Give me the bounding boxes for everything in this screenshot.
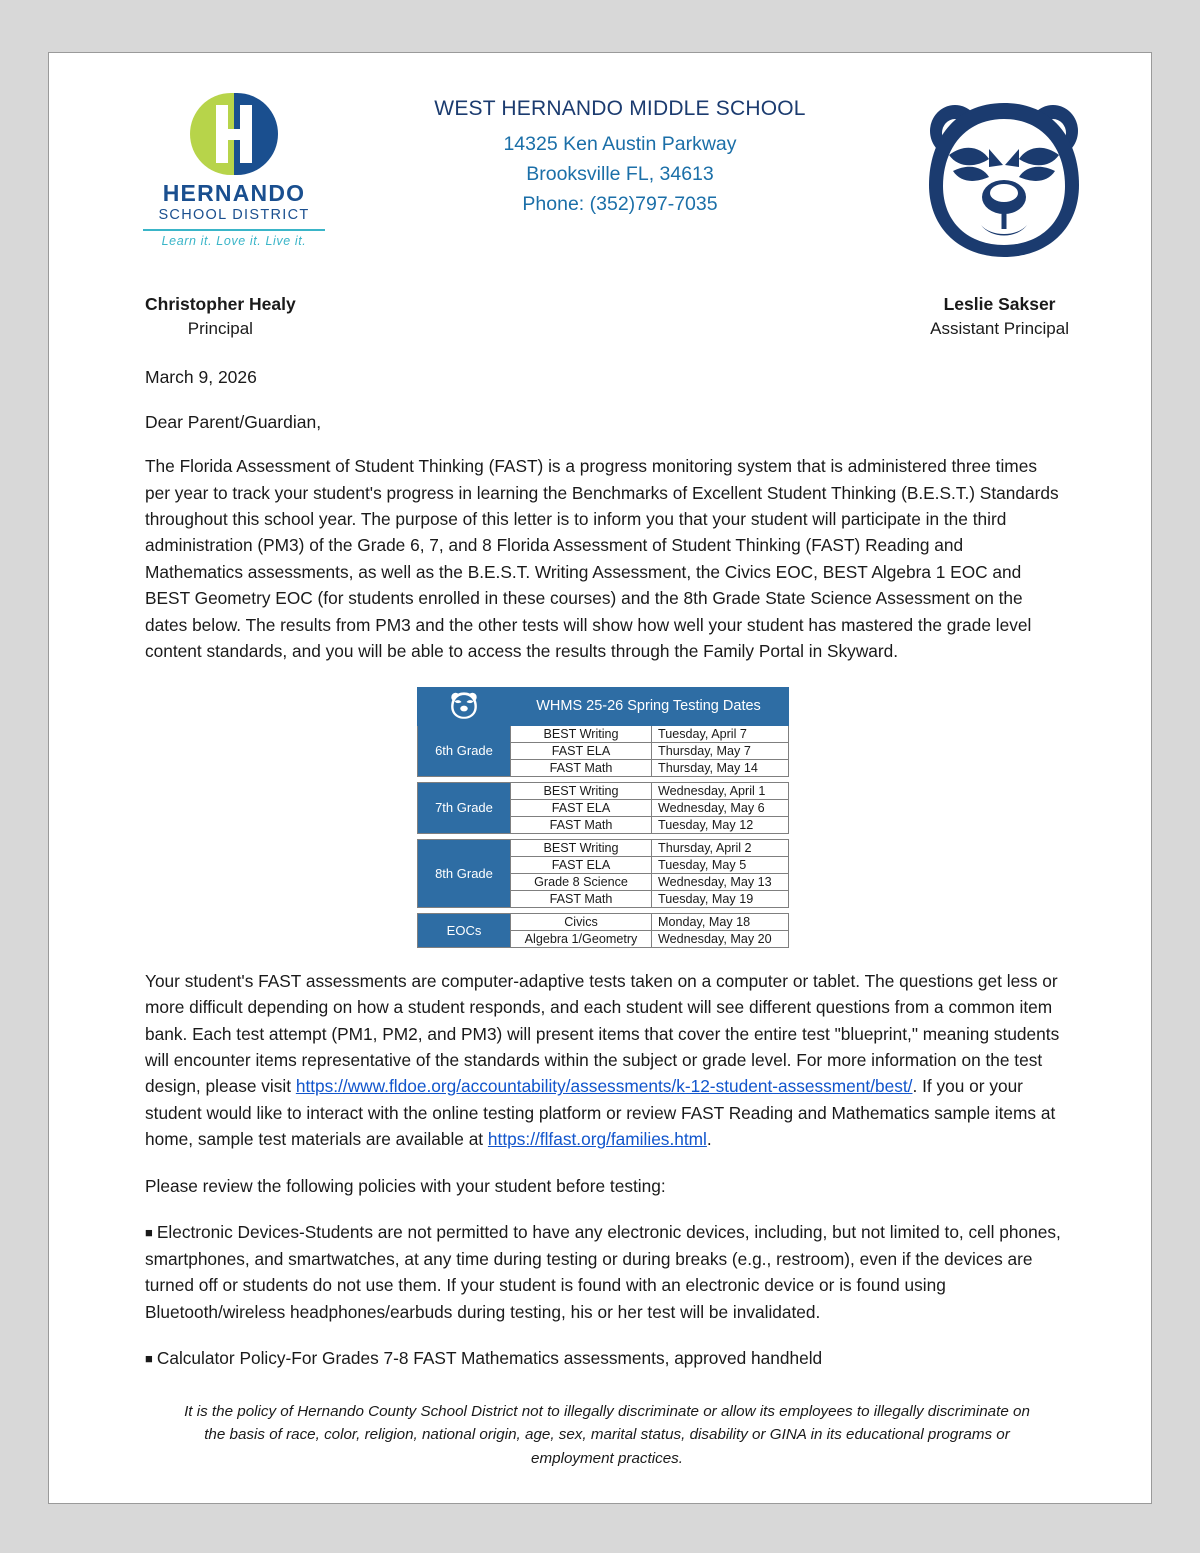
letter-salutation: Dear Parent/Guardian, xyxy=(145,412,322,433)
test-name-cell: FAST ELA xyxy=(511,742,652,759)
test-name-cell: Civics xyxy=(511,913,652,930)
table-row xyxy=(418,725,789,742)
grade-label: 8th Grade xyxy=(418,839,511,907)
test-date-cell: Wednesday, May 6 xyxy=(652,799,789,816)
test-name-cell: BEST Writing xyxy=(511,782,652,799)
assistant-principal-title: Assistant Principal xyxy=(930,319,1069,339)
test-name-cell: FAST Math xyxy=(511,890,652,907)
letter-page xyxy=(48,52,1152,1504)
bullet-electronic-devices-text: Electronic Devices-Students are not permitted to have any electronic devices, including, but not limited to, cell phones, smartphones, and smartwatches, at any time during testing or during breaks (e.g., restroom), even if the devices are turned off or students do not use them. If your student is found with an electronic device or is found using Bluetooth/wireless headphones/earbuds during testing, his or her test will be invalidated. xyxy=(145,1222,1061,1322)
letter-content xyxy=(49,53,1151,1503)
para2-text-3: . xyxy=(706,1129,712,1150)
school-address: 14325 Ken Austin Parkway xyxy=(503,133,737,155)
logo-divider xyxy=(143,229,325,231)
hernando-h-logo-icon xyxy=(186,91,282,177)
bullet-calculator-policy-text: Calculator Policy-For Grades 7-8 FAST Mathematics assessments, approved handheld xyxy=(156,1348,823,1369)
bullet-calculator-policy xyxy=(145,1345,1061,1371)
test-date-cell: Tuesday, April 7 xyxy=(652,725,789,742)
administrators xyxy=(101,291,1099,341)
district-tagline: Learn it. Love it. Live it. xyxy=(161,234,307,249)
grade-label: EOCs xyxy=(418,913,511,947)
table-row xyxy=(418,782,789,799)
test-name-cell: BEST Writing xyxy=(511,725,652,742)
district-subtitle: SCHOOL DISTRICT xyxy=(158,207,310,224)
test-date-cell: Wednesday, May 20 xyxy=(652,930,789,947)
school-city-state-zip: Brooksville FL, 34613 xyxy=(526,163,714,186)
table-row xyxy=(418,839,789,856)
principal-name: Christopher Healy xyxy=(145,294,296,314)
test-name-cell: BEST Writing xyxy=(511,839,652,856)
table-title: WHMS 25-26 Spring Testing Dates xyxy=(511,687,789,725)
test-date-cell: Thursday, May 14 xyxy=(652,759,789,776)
bullet-electronic-devices xyxy=(145,1219,1061,1325)
letter-date: March 9, 2026 xyxy=(145,367,257,388)
table-title-row xyxy=(418,687,789,725)
paragraph-policies-intro: Please review the following policies with your student before testing: xyxy=(145,1175,666,1196)
para2-text-1: Your student's FAST assessments are computer-adaptive tests taken on a computer or tablet. The questions get less or more difficult depending on how a student responds, and each student will see different questions from a common item bank. Each test attempt (PM1, PM2, and PM3) will present items that cover the entire test "blueprint," meaning students will encounter items representative of the standards within the subject or grade level. For more information on the test design, please visit xyxy=(145,970,1060,1097)
letterhead xyxy=(101,87,1099,287)
school-info xyxy=(331,87,909,220)
district-name: HERNANDO xyxy=(162,180,306,206)
test-date-cell: Wednesday, May 13 xyxy=(652,873,789,890)
test-name-cell: FAST ELA xyxy=(511,856,652,873)
bear-mascot-icon xyxy=(909,87,1099,264)
testing-dates-table xyxy=(417,687,789,948)
assistant-principal-block xyxy=(930,291,1069,341)
test-name-cell: FAST Math xyxy=(511,759,652,776)
flfast-link[interactable]: https://flfast.org/families.html xyxy=(487,1129,707,1150)
school-phone: Phone: (352)797-7035 xyxy=(522,193,718,216)
test-date-cell: Thursday, April 2 xyxy=(652,839,789,856)
table-row xyxy=(418,913,789,930)
principal-title: Principal xyxy=(187,319,253,339)
test-date-cell: Tuesday, May 5 xyxy=(652,856,789,873)
table-bear-icon xyxy=(418,687,511,725)
test-date-cell: Tuesday, May 12 xyxy=(652,816,789,833)
bullet-marker-icon: ■ xyxy=(145,1224,153,1240)
paragraph-adaptive xyxy=(145,968,1061,1153)
bullet-marker-icon-2: ■ xyxy=(145,1350,153,1366)
nondiscrimination-footer: It is the policy of Hernando County School District not to illegally discriminate or allow its employees to illegally discriminate on the basis of race, color, religion, national origin, age, sex, marital status, disability or GINA in its educational programs or employment practices. xyxy=(184,1402,1030,1467)
principal-block xyxy=(145,291,296,341)
grade-label: 6th Grade xyxy=(418,725,511,776)
school-name: WEST HERNANDO MIDDLE SCHOOL xyxy=(434,97,806,120)
test-date-cell: Thursday, May 7 xyxy=(652,742,789,759)
test-name-cell: FAST Math xyxy=(511,816,652,833)
assistant-principal-name: Leslie Sakser xyxy=(943,294,1056,314)
test-date-cell: Monday, May 18 xyxy=(652,913,789,930)
test-date-cell: Tuesday, May 19 xyxy=(652,890,789,907)
district-logo xyxy=(101,87,331,248)
grade-label: 7th Grade xyxy=(418,782,511,833)
testing-dates-table-wrapper xyxy=(417,687,789,948)
test-date-cell: Wednesday, April 1 xyxy=(652,782,789,799)
test-name-cell: Grade 8 Science xyxy=(511,873,652,890)
test-name-cell: Algebra 1/Geometry xyxy=(511,930,652,947)
letter-body xyxy=(101,367,1099,1470)
fldoe-link[interactable]: https://www.fldoe.org/accountability/assessments/k-12-student-assessment/best/ xyxy=(295,1076,913,1097)
test-name-cell: FAST ELA xyxy=(511,799,652,816)
paragraph-intro: The Florida Assessment of Student Thinking (FAST) is a progress monitoring system that is administered three times per year to track your student's progress in learning the Benchmarks of Excellent Student Thinking (B.E.S.T.) Standards throughout this school year. The purpose of this letter is to inform you that your student will participate in the third administration (PM3) of the Grade 6, 7, and 8 Florida Assessment of Student Thinking (FAST) Reading and Mathematics assessments, as well as the B.E.S.T. Writing Assessment, the Civics EOC, BEST Algebra 1 EOC and BEST Geometry EOC (for students enrolled in these courses) and the 8th Grade State Science Assessment on the dates below. The results from PM3 and the other tests will show how well your student has mastered the grade level content standards, and you will be able to access the results through the Family Portal in Skyward. xyxy=(145,456,1059,662)
para2-text-2: . If you or your student would like to interact with the online testing platform or review FAST Reading and Mathematics sample items at home, sample test materials are available at xyxy=(145,1076,1056,1150)
